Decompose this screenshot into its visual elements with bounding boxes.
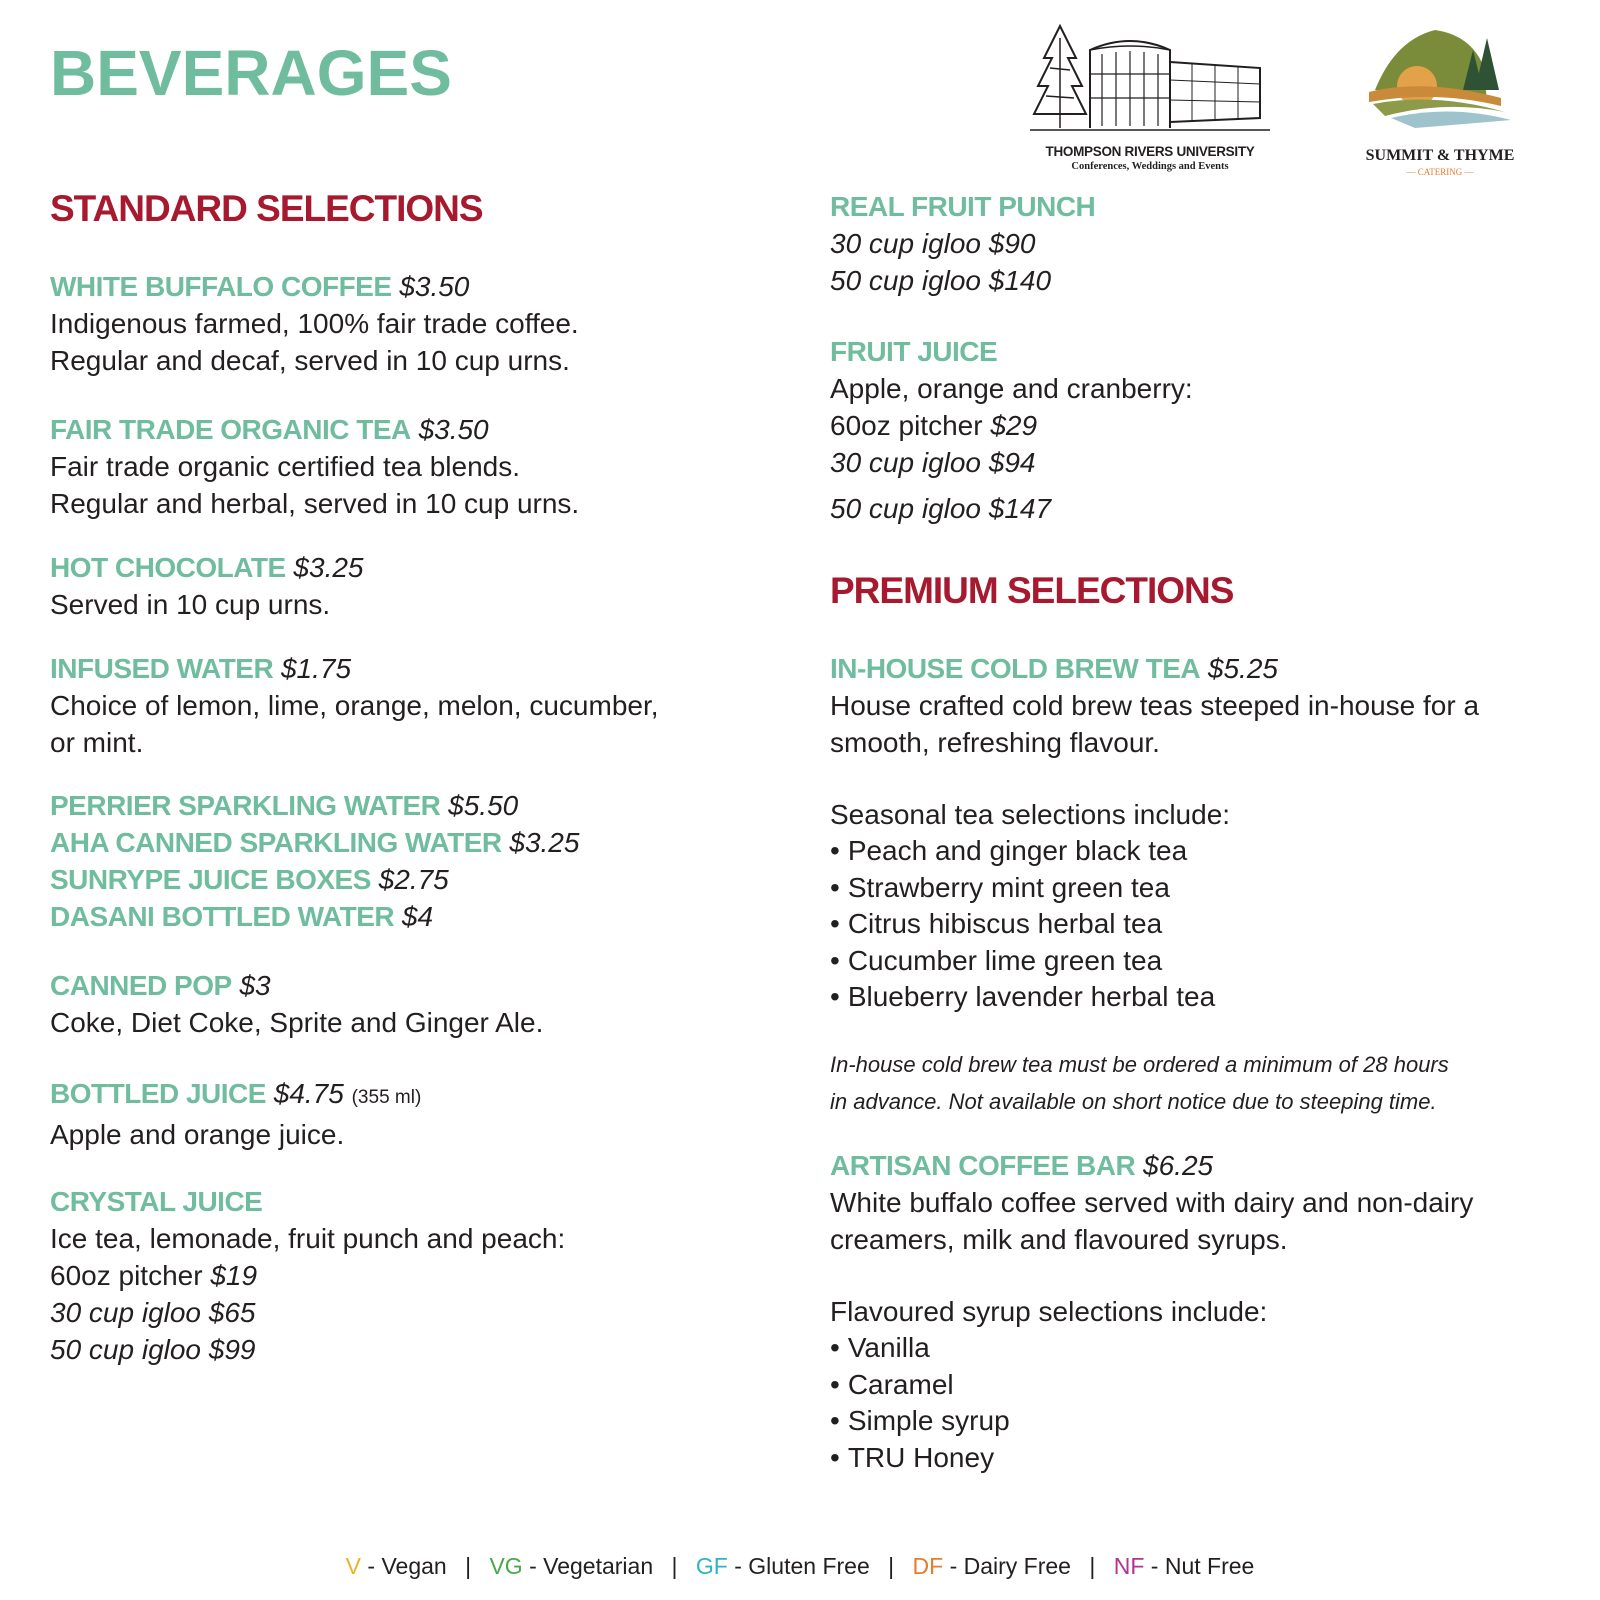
bottled-juice-item [50,1075,750,1153]
legend-gluten-free-label: - Gluten Free [734,1553,870,1579]
legend-separator: | [671,1553,678,1579]
tru-building-icon [1030,18,1270,133]
summit-logo-name: SUMMIT & THYME [1365,147,1515,164]
real-fruit-punch-item [830,188,1570,299]
summit-thyme-logo [1355,20,1525,175]
canned-pop-item [50,967,750,1041]
legend-vegetarian-label: - Vegetarian [529,1553,654,1579]
white-buffalo-coffee-item [50,268,750,379]
item-price: $5.25 [1207,653,1278,684]
legend-separator: | [888,1553,895,1579]
item-description: smooth, refreshing flavour. [830,727,1160,758]
item-price: $2.75 [378,864,449,895]
list-item: • Simple syrup [830,1403,1570,1440]
item-description: Apple and orange juice. [50,1119,345,1150]
list-item: • Caramel [830,1367,1570,1404]
item-description: Fair trade organic certified tea blends. [50,451,521,482]
item-name: PERRIER SPARKLING WATER [50,790,441,821]
item-description: Apple, orange and cranberry: [830,373,1193,404]
crystal-juice-item [50,1183,750,1368]
legend-separator: | [1089,1553,1096,1579]
artisan-coffee-bar-item [830,1147,1570,1476]
item-size: (355 ml) [351,1087,422,1108]
item-name: SUNRYPE JUICE BOXES [50,864,371,895]
item-description: or mint. [50,727,144,758]
item-price: $4.75 [273,1078,344,1109]
list-item: • Vanilla [830,1330,1570,1367]
list-item: • Citrus hibiscus herbal tea [830,906,1570,943]
dietary-legend [0,1553,1600,1580]
item-description: Served in 10 cup urns. [50,589,331,620]
seasonal-tea-intro: Seasonal tea selections include: [830,799,1231,830]
list-item: • Peach and ginger black tea [830,833,1570,870]
list-item: • TRU Honey [830,1440,1570,1477]
item-description: Regular and herbal, served in 10 cup urns. [50,488,580,519]
item-description: Choice of lemon, lime, orange, melon, cucumber, [50,690,659,721]
syrup-list [830,1330,1570,1476]
fruit-juice-item [830,333,1570,527]
item-name: WHITE BUFFALO COFFEE [50,271,392,302]
item-description: Coke, Diet Coke, Sprite and Ginger Ale. [50,1007,544,1038]
item-name: CANNED POP [50,970,232,1001]
item-price: $3.25 [509,827,580,858]
pitcher-label: 60oz pitcher [830,410,983,441]
item-name: IN-HOUSE COLD BREW TEA [830,653,1201,684]
item-price: $3.50 [399,271,470,302]
item-name: BOTTLED JUICE [50,1078,266,1109]
item-price: $5.50 [448,790,519,821]
pitcher-price: $19 [210,1260,258,1291]
item-description: House crafted cold brew teas steeped in-house for a [830,690,1480,721]
item-name: DASANI BOTTLED WATER [50,901,395,932]
mountain-landscape-icon [1355,20,1525,128]
list-item: • Strawberry mint green tea [830,870,1570,907]
item-description: White buffalo coffee served with dairy and non-dairy [830,1187,1474,1218]
legend-vegetarian-code: VG [489,1553,523,1579]
legend-nut-free-code: NF [1113,1553,1145,1579]
item-name: FAIR TRADE ORGANIC TEA [50,414,411,445]
igloo-50-price: 50 cup igloo $140 [830,265,1052,296]
item-description: Regular and decaf, served in 10 cup urns. [50,345,570,376]
item-name: CRYSTAL JUICE [50,1186,263,1217]
item-price: $3 [239,970,271,1001]
standard-selections-heading: STANDARD SELECTIONS [50,188,483,229]
item-price: $4 [401,901,434,932]
item-name: AHA CANNED SPARKLING WATER [50,827,502,858]
syrup-intro: Flavoured syrup selections include: [830,1296,1268,1327]
igloo-30-price: 30 cup igloo $90 [830,228,1036,259]
igloo-50-price: 50 cup igloo $99 [50,1334,256,1365]
legend-separator: | [465,1553,472,1579]
tru-logo-tagline: Conferences, Weddings and Events [1071,161,1229,172]
item-name: REAL FRUIT PUNCH [830,191,1096,222]
legend-gluten-free-code: GF [695,1553,728,1579]
legend-dairy-free-code: DF [912,1553,944,1579]
tru-logo [1030,18,1270,173]
page-title: BEVERAGES [50,37,452,109]
pitcher-label: 60oz pitcher [50,1260,203,1291]
igloo-30-price: 30 cup igloo $65 [50,1297,256,1328]
tru-logo-name: THOMPSON RIVERS UNIVERSITY [1045,144,1255,159]
infused-water-item [50,650,750,761]
summit-logo-tagline: — CATERING — [1406,167,1474,177]
legend-vegan-code: V [345,1553,362,1579]
igloo-50-price: 50 cup igloo $147 [830,493,1052,524]
seasonal-tea-list [830,833,1570,1016]
item-description: Indigenous farmed, 100% fair trade coffee. [50,308,579,339]
legend-nut-free-label: - Nut Free [1150,1553,1255,1579]
hot-chocolate-item [50,549,750,623]
pitcher-price: $29 [990,410,1038,441]
item-price: $3.25 [293,552,364,583]
item-price: $6.25 [1143,1150,1214,1181]
igloo-30-price: 30 cup igloo $94 [830,447,1036,478]
legend-dairy-free-label: - Dairy Free [949,1553,1071,1579]
premium-selections-heading: PREMIUM SELECTIONS [830,570,1234,611]
bottled-water-group [50,787,750,935]
fair-trade-tea-item [50,411,750,522]
cold-brew-tea-item [830,650,1570,1120]
legend-vegan-label: - Vegan [367,1553,447,1579]
list-item: • Blueberry lavender herbal tea [830,979,1570,1016]
cold-brew-note: In-house cold brew tea must be ordered a minimum of 28 hours [830,1051,1449,1077]
item-price: $3.50 [418,414,489,445]
item-name: HOT CHOCOLATE [50,552,286,583]
item-name: INFUSED WATER [50,653,274,684]
item-description: Ice tea, lemonade, fruit punch and peach: [50,1223,566,1254]
item-name: FRUIT JUICE [830,336,998,367]
cold-brew-note: in advance. Not available on short notice due to steeping time. [830,1088,1437,1114]
list-item: • Cucumber lime green tea [830,943,1570,980]
item-name: ARTISAN COFFEE BAR [830,1150,1136,1181]
item-price: $1.75 [280,653,352,684]
item-description: creamers, milk and flavoured syrups. [830,1224,1288,1255]
